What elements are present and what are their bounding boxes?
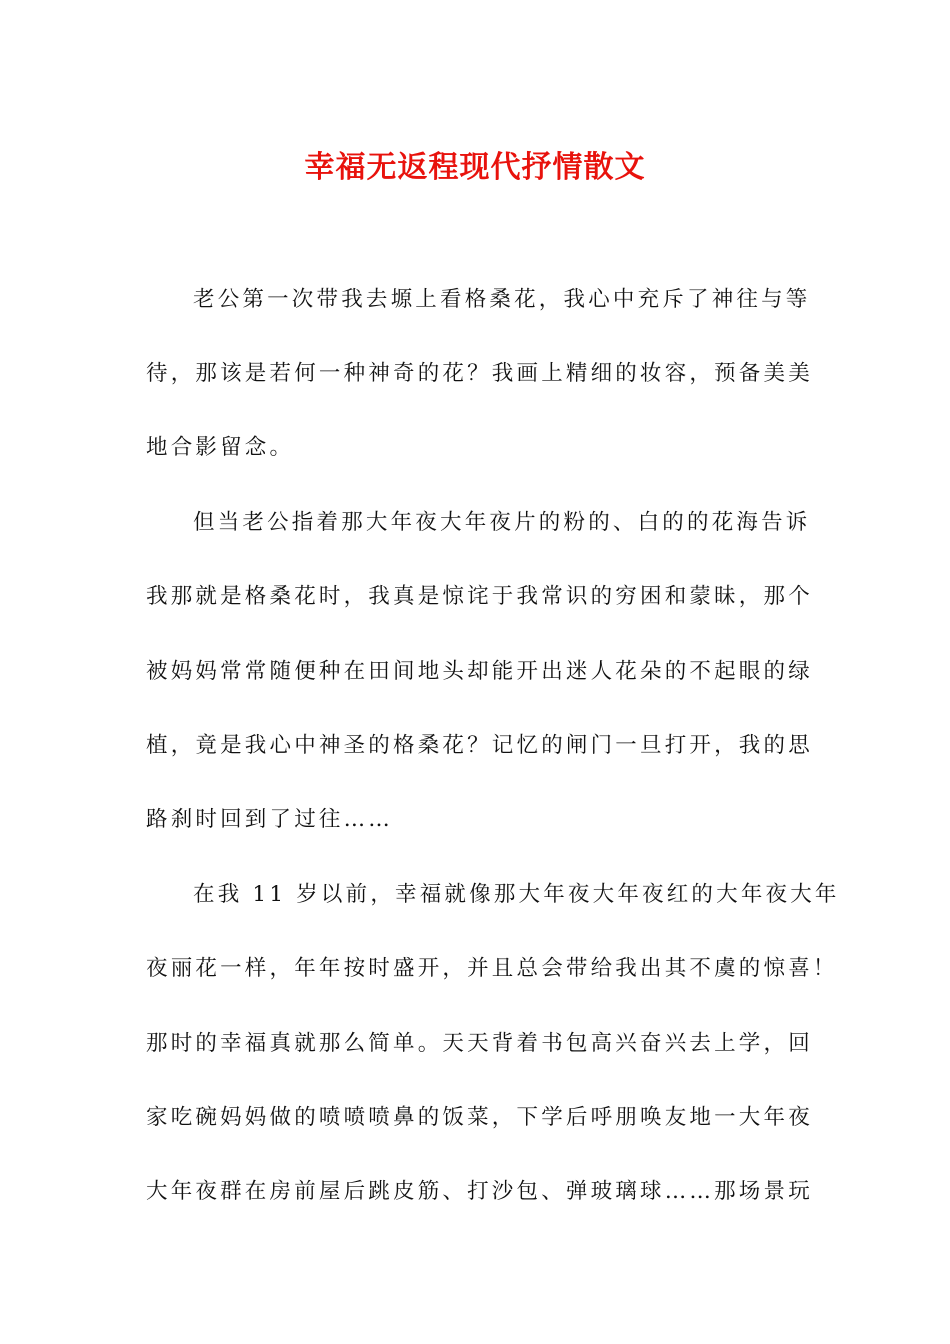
paragraph-3-line-2: 夜丽花一样，年年按时盛开，并且总会带给我出其不虞的惊喜！	[146, 956, 838, 981]
paragraph-3-line-5: 大年夜群在房前屋后跳皮筋、打沙包、弹玻璃球……那场景玩	[146, 1179, 813, 1204]
paragraph-1-line-2: 待，那该是若何一种神奇的花？我画上精细的妆容，预备美美	[146, 361, 813, 386]
paragraph-1-line-3: 地合影留念。	[146, 435, 295, 460]
paragraph-3-line-4: 家吃碗妈妈做的喷喷喷鼻的饭菜，下学后呼朋唤友地一大年夜	[146, 1105, 813, 1130]
paragraph-3-line-1: 在我 11 岁以前，幸福就像那大年夜大年夜红的大年夜大年	[193, 882, 840, 907]
paragraph-2-line-3: 被妈妈常常随便种在田间地头却能开出迷人花朵的不起眼的绿	[146, 659, 813, 684]
document-title: 幸福无返程现代抒情散文	[304, 150, 646, 185]
paragraph-1-line-1: 老公第一次带我去塬上看格桑花，我心中充斥了神往与等	[193, 287, 811, 312]
paragraph-2-line-4: 植，竟是我心中神圣的格桑花？记忆的闸门一旦打开，我的思	[146, 733, 813, 758]
paragraph-2-line-5: 路刹时回到了过往……	[146, 807, 394, 832]
paragraph-2-line-2: 我那就是格桑花时，我真是惊诧于我常识的穷困和蒙昧，那个	[146, 584, 813, 609]
paragraph-2-line-1: 但当老公指着那大年夜大年夜片的粉的、白的的花海告诉	[193, 510, 811, 535]
paragraph-3-line-3: 那时的幸福真就那么简单。天天背着书包高兴奋兴去上学，回	[146, 1031, 813, 1056]
